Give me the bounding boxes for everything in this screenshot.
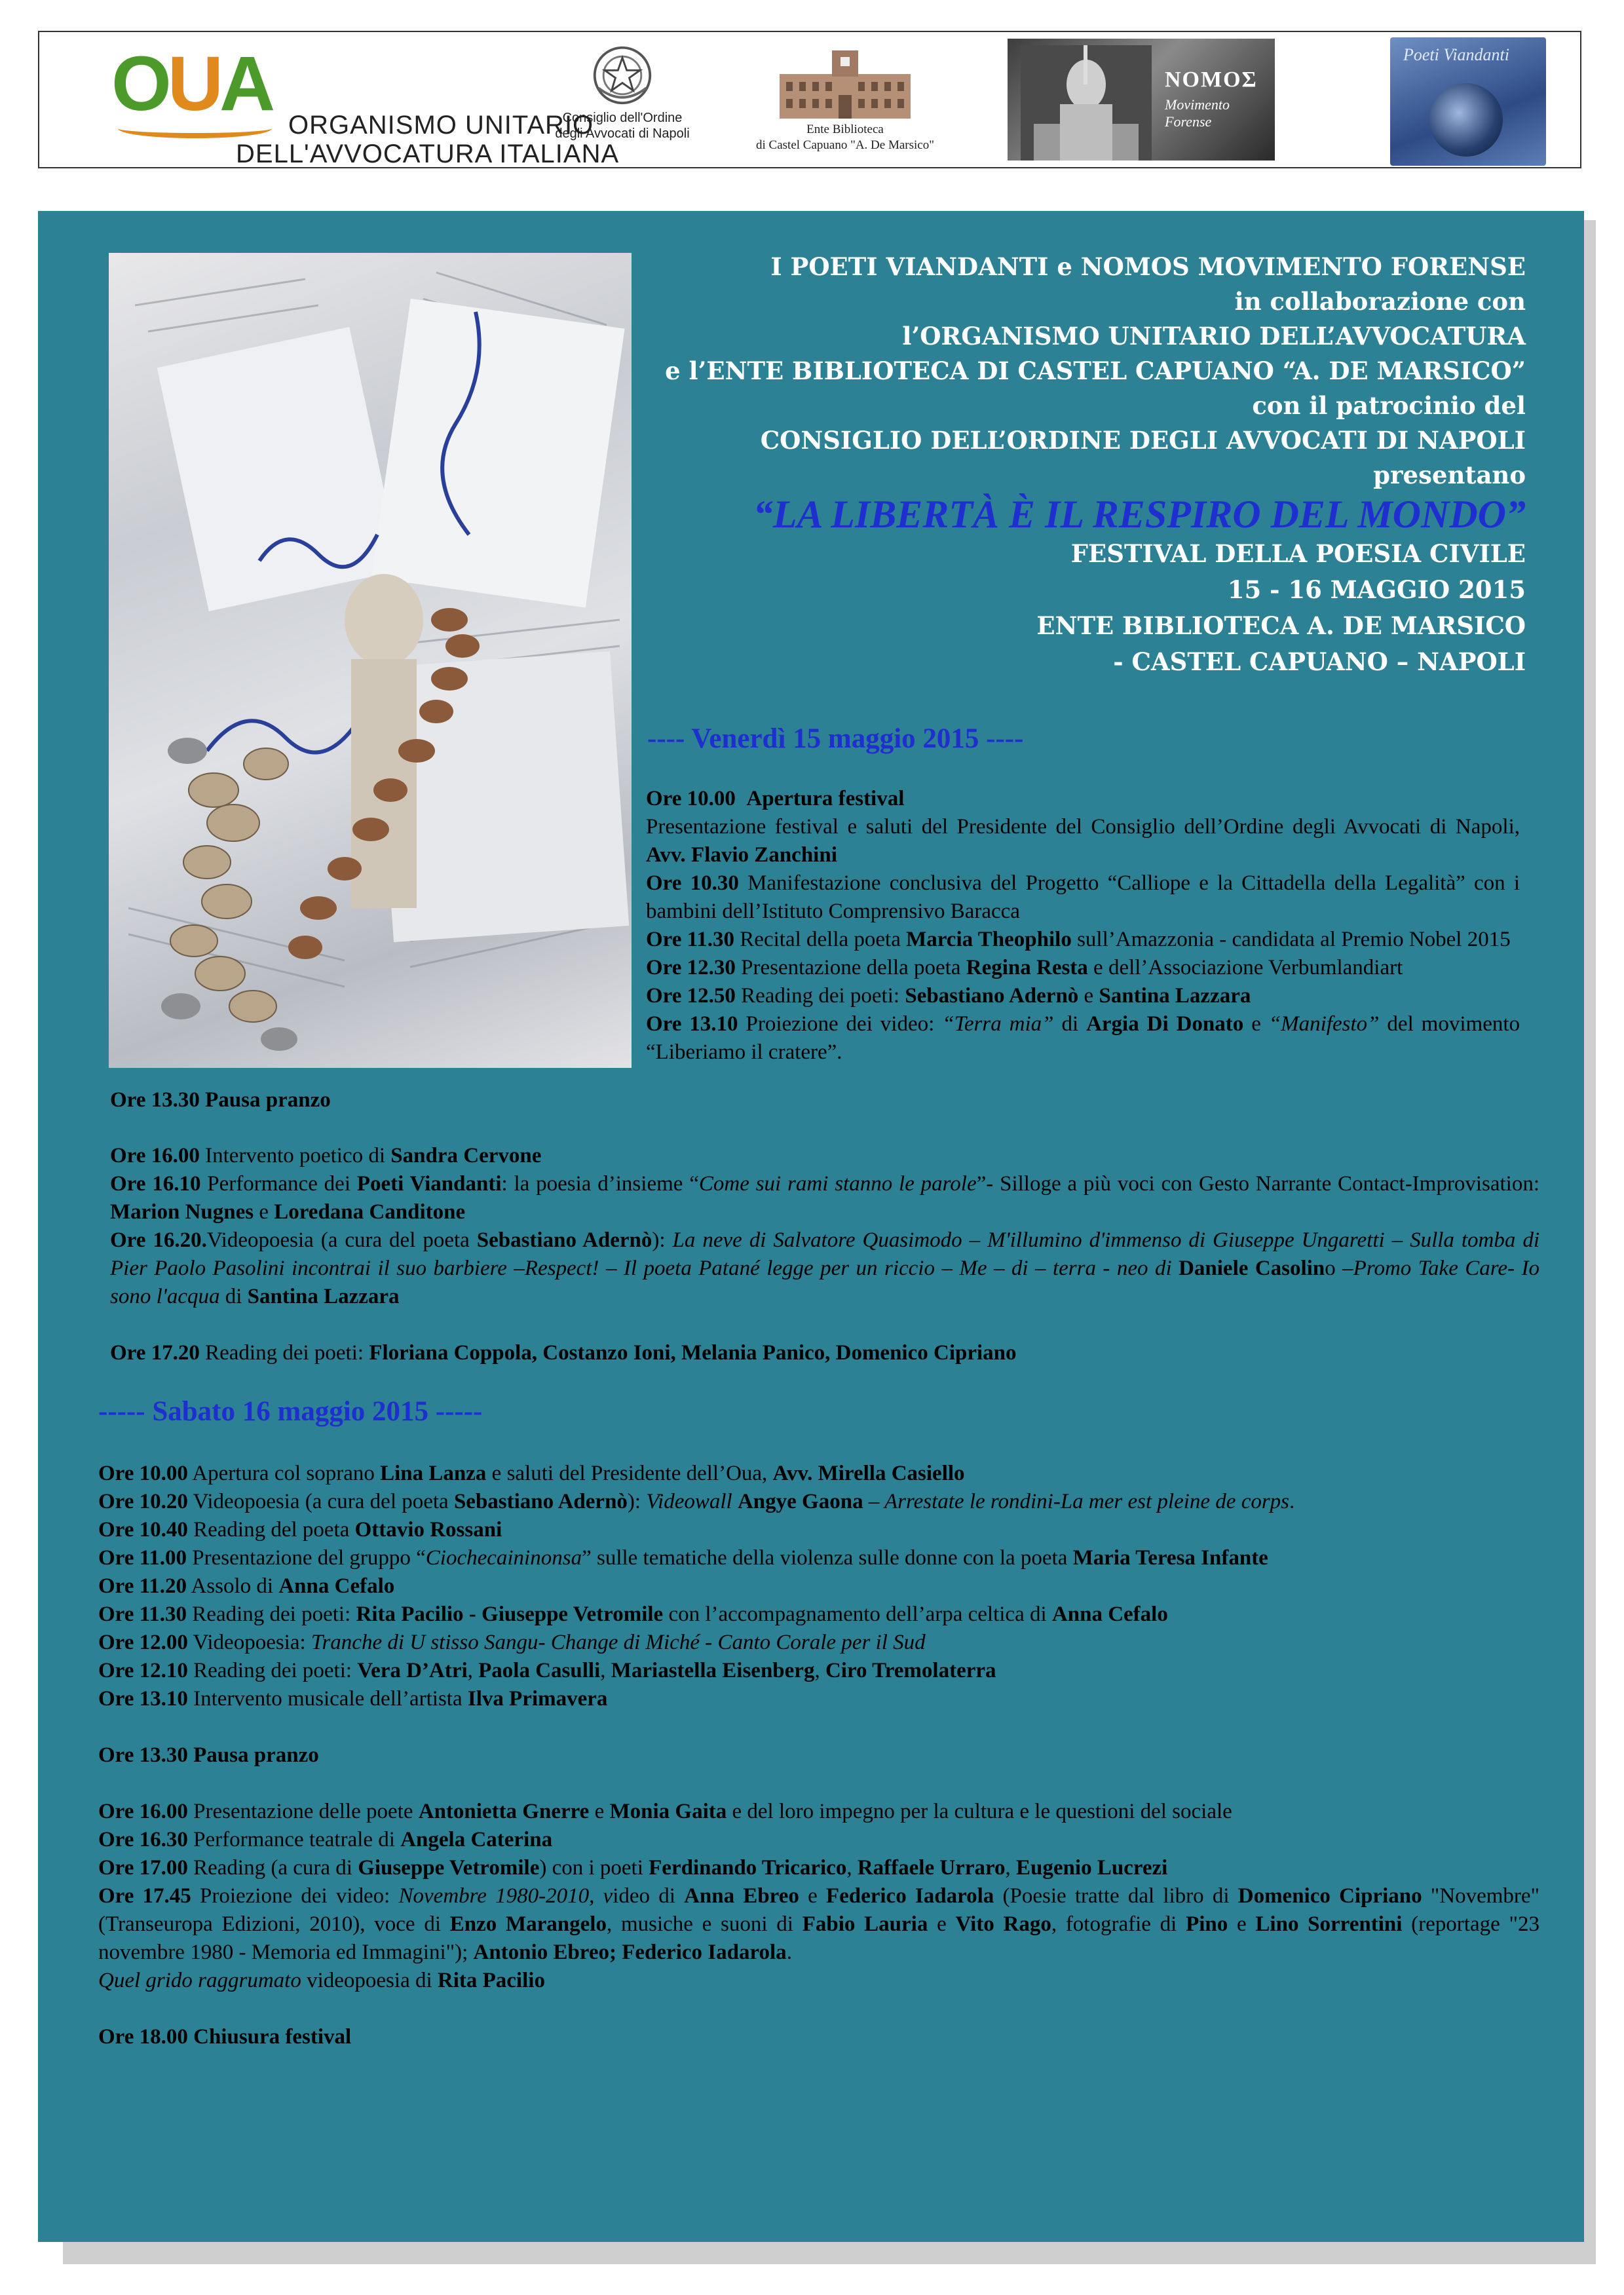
program-item: Ore 11.00 Presentazione del gruppo “Ciochecaininonsa” sulle tematiche della violenza sulle donne con la poeta Maria Teresa Infante [98,1546,1268,1570]
oua-swoosh-icon [118,119,272,138]
title-line6: CONSIGLIO DELL’ORDINE DEGLI AVVOCATI DI NAPOLI [760,426,1526,455]
title-block [609,250,1526,680]
nomos-logo [1008,39,1275,161]
oua-name-line1: ORGANISMO UNITARIO [288,111,594,140]
oua-mark-icon: OUA [111,41,272,127]
program-item: Ore 16.20.Videopoesia (a cura del poeta Sebastiano Adernò): La neve di Salvatore Quasimodo – M'illumino d'immenso di Giuseppe Ungaretti – Sulla tomba di Pier Paolo Pasolini incontrai il suo barbiere –Respect! – Il poeta Patané legge per un riccio – Me – di – terra - neo di Daniele Casolino –Promo Take Care- Io sono l'acqua di Santina Lazzara [110,1228,1540,1308]
program-item: Ore 16.30 Performance teatrale di Angela Caterina [98,1828,553,1851]
title-line1: I POETI VIANDANTI e NOMOS MOVIMENTO FORENSE [770,252,1526,281]
day2-header: ----- Sabato 16 maggio 2015 ----- [98,1396,483,1427]
program-item: Ore 17.00 Reading (a cura di Giuseppe Vetromile) con i poeti Ferdinando Tricarico, Raffaele Urraro, Eugenio Lucrezi [98,1856,1168,1880]
program-item: Ore 16.10 Performance dei Poeti Viandanti: la poesia d’insieme “Come sui rami stanno le parole”- Silloge a più voci con Gesto Narrante Contact-Improvisation: Marion Nugnes e Loredana Canditone [110,1172,1539,1224]
ebc-name-line2: di Castel Capuano "A. De Marsico" [756,138,934,152]
program-item: Ore 12.30 Presentazione della poeta Regina Resta e dell’Associazione Verbumlandiart [646,956,1403,979]
program-item: Ore 11.30 Recital della poeta Marcia Theophilo sull’Amazzonia - candidata al Premio Nobel 2015 [646,928,1511,951]
program-item: Ore 12.10 Reading dei poeti: Vera D’Atri, Paola Casulli, Mariastella Eisenberg, Ciro Tremolaterra [98,1659,996,1682]
title-line2: in collaborazione con [1234,287,1526,316]
title-line5: con il patrocinio del [1252,391,1526,420]
festival-venue1: ENTE BIBLIOTECA A. DE MARSICO [1036,611,1526,640]
ebc-logo [727,48,963,162]
program-item: Ore 17.45 Proiezione dei video: Novembre 1980-2010, video di Anna Ebreo e Federico Iadarola (Poesie tratte dal libro di Domenico Cipriano "Novembre" (Transeuropa Edizioni, 2010), voce di Enzo Marangelo, musiche e suoni di Fabio Lauria e Vito Rago, fotografie di Pino e Lino Sorrentini (reportage "23 novembre 1980 - Memoria ed Immagini"); Antonio Ebreo; Federico Iadarola. [98,1884,1540,1964]
program-item: Ore 13.10 Proiezione dei video: “Terra mia” di Argia Di Donato e “Manifesto” del movimento “Liberiamo il cratere”. [646,1012,1520,1064]
program-item: Ore 10.00 Apertura festival [646,787,905,810]
coa-name-line1: Consiglio dell'Ordine [562,111,683,125]
poeti-viandanti-logo [1390,37,1546,166]
statue-icon [1021,45,1152,161]
program-item: Ore 11.20 Assolo di Anna Cefalo [98,1574,395,1598]
italian-emblem-icon [591,44,654,107]
title-line3: l’ORGANISMO UNITARIO DELL’AVVOCATURA [902,322,1526,351]
collage-image [109,253,632,1068]
program-item-desc: Presentazione festival e saluti del Presidente del Consiglio dell’Ordine degli Avvocati di Napoli, Avv. Flavio Zanchini [646,815,1520,867]
coa-name-line2: degli Avvocati di Napoli [555,126,690,141]
title-line4: e l’ENTE BIBLIOTECA DI CASTEL CAPUANO “A. DE MARSICO” [665,356,1526,385]
program-item: Ore 11.30 Reading dei poeti: Rita Pacilio - Giuseppe Vetromile con l’accompagnamento dell’arpa celtica di Anna Cefalo [98,1603,1168,1626]
program-item: Ore 16.00 Presentazione delle poete Antonietta Gnerre e Monia Gaita e del loro impegno per la cultura e le questioni del sociale [98,1800,1232,1823]
oua-logo [111,41,620,168]
nomos-title: ΝΟΜΟΣ [1165,67,1258,92]
nomos-subtitle: Movimento Forense [1165,96,1230,130]
program-item: Ore 12.50 Reading dei poeti: Sebastiano Adernò e Santina Lazzara [646,984,1251,1008]
ebc-name-line1: Ente Biblioteca [806,123,884,136]
program-item: Ore 17.20 Reading dei poeti: Floriana Coppola, Costanzo Ioni, Melania Panico, Domenico Cipriano [110,1341,1017,1365]
day1-lunch: Ore 13.30 Pausa pranzo [110,1088,331,1112]
castel-capuano-building-icon [780,48,911,119]
program-item: Ore 10.40 Reading del poeta Ottavio Rossani [98,1518,502,1542]
festival-venue2: - CASTEL CAPUANO – NAPOLI [1113,647,1526,676]
program-item: Ore 13.10 Intervento musicale dell’artista Ilva Primavera [98,1687,608,1711]
program-item: Ore 12.00 Videopoesia: Tranche di U stisso Sangu- Change di Miché - Canto Corale per il Sud [98,1631,926,1654]
program-item: Quel grido raggrumato videopoesia di Rita Pacilio [98,1969,545,1992]
lunch-break: Ore 13.30 Pausa pranzo [98,1743,319,1767]
day2-program [98,1460,1539,2051]
pv-orb-icon [1429,83,1503,157]
logo-header [38,31,1581,168]
oua-name-line2: DELL'AVVOCATURA ITALIANA [236,140,620,168]
event-slogan: “LA LIBERTÀ È IL RESPIRO DEL MONDO” [753,493,1526,536]
day1-afternoon-program [110,1142,1539,1367]
festival-name: FESTIVAL DELLA POESIA CIVILE [1070,539,1526,568]
program-item: Ore 16.00 Intervento poetico di Sandra Cervone [110,1144,542,1167]
pv-title: Poeti Viandanti [1403,45,1509,64]
closing: Ore 18.00 Chiusura festival [98,2025,352,2049]
day1-morning-program [646,785,1520,1067]
program-item: Ore 10.00 Apertura col soprano Lina Lanza e saluti del Presidente dell’Oua, Avv. Mirella Casiello [98,1462,965,1485]
day1-header: ---- Venerdì 15 maggio 2015 ---- [647,723,1024,754]
program-item: Ore 10.20 Videopoesia (a cura del poeta Sebastiano Adernò): Videowall Angye Gaona – Arrestate le rondini-La mer est pleine de corps. [98,1490,1295,1513]
program-item: Ore 10.30 Manifestazione conclusiva del Progetto “Calliope e la Cittadella della Legalità” con i bambini dell’Istituto Comprensivo Baracca [646,871,1520,923]
coa-logo [537,44,708,159]
title-line7: presentano [1373,461,1526,489]
festival-dates: 15 - 16 MAGGIO 2015 [1227,575,1526,604]
